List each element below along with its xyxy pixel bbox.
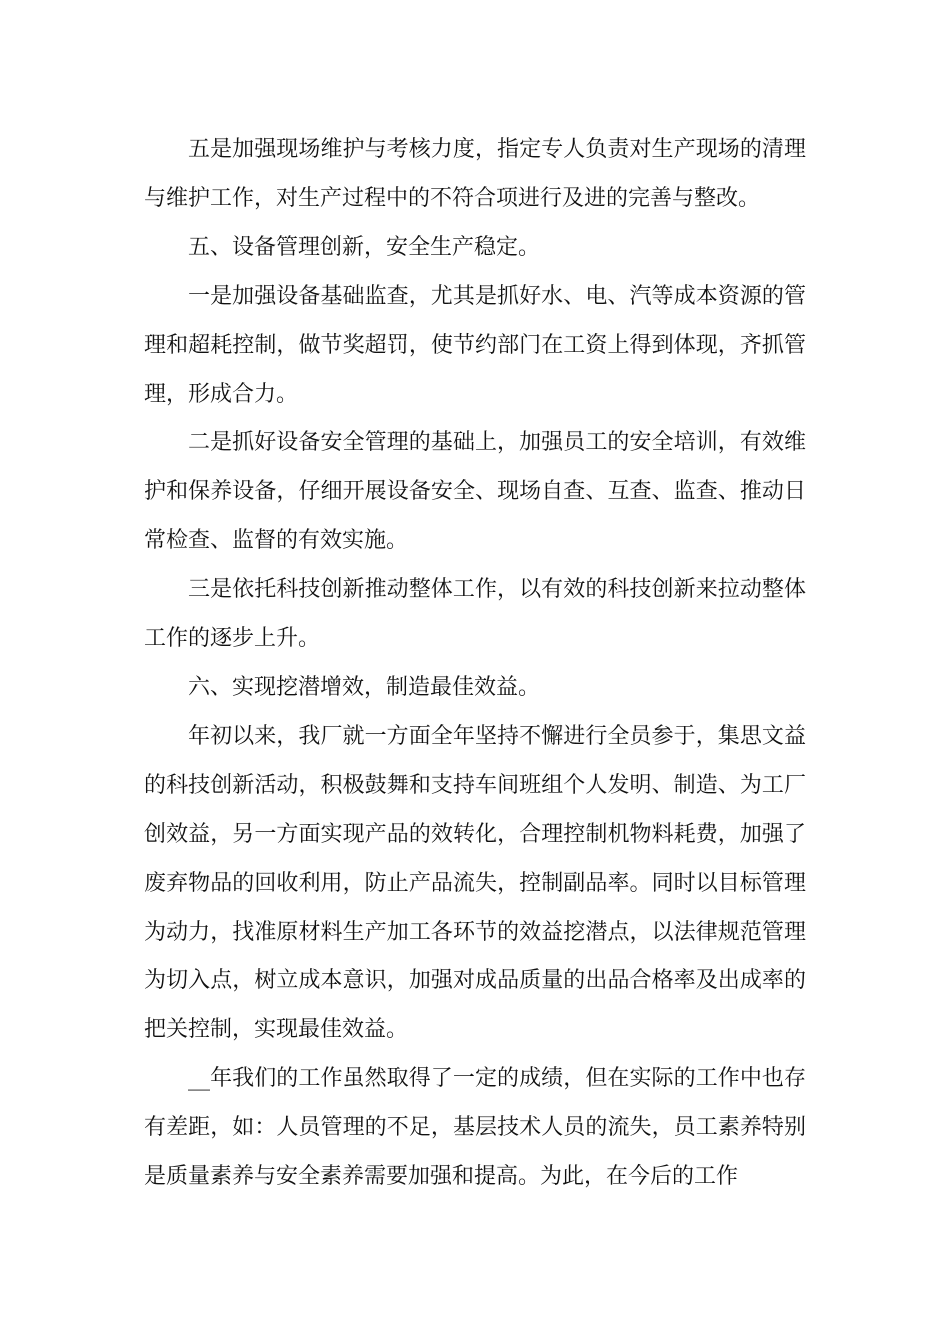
- paragraph-on-site-maintenance: 五是加强现场维护与考核力度，指定专人负责对生产现场的清理与维护工作，对生产过程中的不符合项进行及进的完善与整改。: [144, 137, 806, 211]
- heading-efficiency: 六、实现挖潜增效，制造最佳效益。: [188, 674, 541, 700]
- paragraph-year-review: 年初以来，我厂就一方面全年坚持不懈进行全员参于，集思文益的科技创新活动，积极鼓舞和支持车间班组个人发明、制造、为工厂创效益，另一方面实现产品的效转化，合理控制机物料耗费，加强了废弃物品的回收利用，防止产品流失，控制副品率。同时以目标管理为动力，找准原材料生产加工各环节的效益挖潜点，以法律规范管理为切入点，树立成本意识，加强对成品质量的出品合格率及出成率的把关控制，实现最佳效益。: [144, 723, 806, 1043]
- paragraph-safety-training: 二是抓好设备安全管理的基础上，加强员工的安全培训，有效维护和保养设备，仔细开展设备安全、现场自查、互查、监查、推动日常检查、监督的有效实施。: [144, 430, 806, 554]
- paragraph-equipment-supervision: 一是加强设备基础监查，尤其是抓好水、电、汽等成本资源的管理和超耗控制，做节奖超罚，使节约部门在工资上得到体现，齐抓管理，形成合力。: [144, 283, 806, 407]
- paragraph-tech-innovation: 三是依托科技创新推动整体工作，以有效的科技创新来拉动整体工作的逐步上升。: [144, 577, 806, 652]
- heading-equipment-management: 五、设备管理创新，安全生产稳定。: [188, 234, 541, 260]
- document-page: [144, 126, 806, 1202]
- paragraph-shortcomings: __年我们的工作虽然取得了一定的成绩，但在实际的工作中也存有差距，如：人员管理的不足，基层技术人员的流失，员工素养特别是质量素养与安全素养需要加强和提高。为此，在今后的工作: [144, 1066, 806, 1190]
